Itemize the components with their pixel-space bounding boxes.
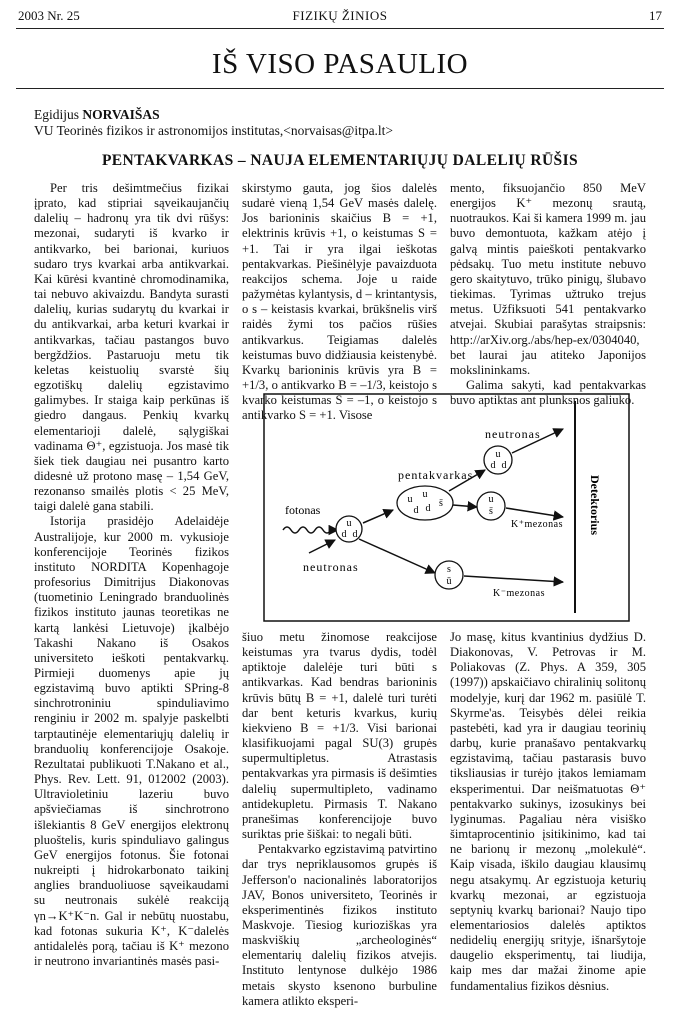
author-last-name: NORVAIŠAS: [82, 107, 160, 122]
to-kplus-arrow: [453, 505, 477, 507]
kplus-arrow: [506, 508, 563, 517]
to-pentaquark-arrow: [363, 510, 393, 523]
column-2-top: [242, 181, 437, 423]
quark-label: u: [488, 494, 494, 505]
paragraph: skirstymo gauta, jog šios dalelės sudarė vieną 1,54 GeV masės dalelę. Jos barioninis skaičius B = +1, elektrinis krūvis +1, o keistumas S = +1. Tai ir yra ilgai ieškotas pentakvarkas. Piešinėlyje pavaizduota reakcijos schema. Joje u raide pažymėtas kylantysis, d – krintantysis, o s – keistasis kvarkai, brūkšnelis virš raidės žymi tos pačios rūšies antikvarkus. Teigiamas dalelės keistumas buvo didžiausia keistenybė. Kvarkų barioninis krūvis yra B = +1/3, o antikvarko B = –1/3, keistojo s kvarko keistumas S = –1, o keistojo s antikvarko S = +1. Visose: [242, 181, 437, 423]
quark-label: s: [447, 564, 451, 575]
neutron-in-arrow: [309, 540, 335, 553]
column-3-top: [450, 181, 646, 408]
kminus-arrow: [464, 576, 563, 582]
header-rule: [16, 28, 664, 29]
label-photon: fotonas: [285, 503, 321, 517]
header-page-number: 17: [649, 8, 662, 23]
quark-label: d: [501, 460, 507, 471]
label-pentaquark: pentakvarkas: [398, 468, 474, 482]
quark-label: u: [346, 518, 352, 529]
author-affiliation: VU Teorinės fizikos ir astronomijos institutas,<norvaisas@itpa.lt>: [34, 123, 394, 138]
paragraph: Pentakvarko egzistavimą patvirtino dar trys nepriklausomos grupės iš Jefferson'o nacionalinės laboratorijos JAV, Bonos universiteto, Teorinės ir eksperimentinės fizikos instituto Maskvoje. Tiesiog kurioziškas yra maskviškių „archeologinės“ elementarių dalelių fizikos atvejis. Instituto lentynose dulkėjo 1986 metais skysto ksenono burbuline kamera atlikto eksperi-: [242, 842, 437, 1008]
quark-label: s̄: [489, 506, 493, 517]
quark-label: s̄: [439, 498, 443, 509]
quark-label: d: [341, 529, 347, 540]
paragraph: Galima sakyti, kad pentakvarkas buvo aptiktas ant plunksnos galiuko.: [450, 378, 646, 408]
photon-wave: [283, 527, 331, 533]
quark-label: u: [422, 489, 428, 500]
paragraph: šiuo metu žinomose reakcijose keistumas yra tvarus dydis, todėl aptiktoje dalelėje turi būti s antikvarkas. Kad bendras barioninis krūvis būtų B = +1, dalelė turi turėti dar bent keturis kvarkus, kurių kiekvieno B = +1/3. Visi barionai klasifikuojami pagal SU(3) grupės supermultipletus. Atrastasis pentakvarkas yra pirmasis iš dešimties dalelių supermultipleto, vadinamo antidekupletu. Pirmasis T. Nakano pranešimas konferencijoje buvo suriktas prie šiškai: to negali būti.: [242, 630, 437, 842]
paragraph: mento, fiksuojančio 850 MeV energijos K⁺ mezonų srautą, nuotraukos. Kai ši kamera 1999 m. jau buvo demontuota, kažkam atėjo į galvą mintis paieškoti pentakvarko pėdsakų. Tuo metu institute nebuvo gero skaitytuvo, trūko pinigų, šlubavo tiekimas. Tyrimas užtruko trejus metus. Užfiksuoti 541 pentakvarko atvejai. Skubiai parašytas straipsnis: http://arXiv.org./abs/hep-ex/0304040, bet laurai jau atiteko Japonijos mokslininkams.: [450, 181, 646, 377]
article-title: PENTAKVARKAS – NAUJA ELEMENTARIŲJŲ DALELIŲ RŪŠIS: [101, 152, 579, 169]
column-2-bottom: [242, 630, 437, 1008]
header-journal-name: FIZIKŲ ŽINIOS: [292, 8, 388, 23]
column-3-bottom: [450, 630, 646, 993]
label-kplus: K⁺mezonas: [511, 519, 563, 530]
quark-label: u: [495, 449, 501, 460]
paragraph: Istorija prasidėjo Adelaidėje Australijoje, kur 2000 m. vykusioje konferencijoje Teorinės fizikos instituto NORDITA Kopenhagoje profesorius Dimitrijus Diakonovas (tuometinio Leningrado branduolinės fizikos instituto jaunas teoretikas ne kartą lankėsi Lietuvoje) įkalbėjo Takashi Nakano iš Osakos universiteto ieškoti pentakvarkų. Pirmieji duomenys apie jų egzistavimą buvo aptikti SPring-8 sinchrotroniniu spinduliavimo renginiu ir 2002 m. spalyje paskelbti tarptautinėje elementariųjų dalelių ir branduolių konferencijoje Osakoje. Rezultatai publikuoti T.Nakano et al., Phys. Rev. Lett. 91, 012002 (2003). Ultravioletiniu lazeriu buvo apšviečiamas iš sinchrotrono išlekiantis 8 GeV energijos elektronų pluoštelis, kuris spinduliavo galingus GeV energijos fotonus. Šie fotonai nukreipti į hidrokarbonato taikinį anglies branduoliuose sąveikaudami su neutronais sukėlė reakciją γn→K⁺K⁻n. Gal ir nebūtų nuostabu, kad fotonas sukuria K⁺, K⁻dalelės antidalelės porą, tačiau iš K⁺ mezono ir neutrono invariantinės masės pasi-: [34, 514, 229, 968]
reaction-diagram-svg: [263, 393, 630, 622]
label-neutron-out: neutronas: [485, 427, 541, 441]
quark-label: d: [413, 505, 419, 516]
to-kminus-arrow: [359, 539, 435, 573]
header-issue: 2003 Nr. 25: [18, 8, 80, 23]
quark-label: d: [352, 529, 358, 540]
quark-label: ū: [446, 576, 452, 587]
reaction-diagram: [263, 393, 630, 622]
label-neutron-in: neutronas: [303, 560, 359, 574]
paragraph: Jo masę, kitus kvantinius dydžius D. Diakonovas, V. Petrovas ir M. Poliakovas (Z. Phys. A 359, 305 (1997)) apskaičiavo chiralinių solitonų modelyje, kurį dar 1962 m. pasiūlė T. Skyrme'as. Teisybės dėlei reikia pastebėti, kad yra ir daugiau teorinių darbų, kurie pranašavo pentakvarkų egzistavimą, tačiau pastarasis buvo tiksliausias ir turėjo įtakos lemiamam eksperimentui. Dar neišmatuotas Θ⁺ pentakvarko sukinys, izosukinys bei lyginumas. Pagaliau nėra visiško šimtaprocentinio įsitikinimo, kad tai ne barionų ir mezonų „molekulė“. Kaip visada, iškilo daugiau klausimų negu atsakymų. Ar egzistuoja keturių kvarkų mezonai, ar egzistuoja septynių kvarkų barionai? Naujo tipo elementariosios dalelės aptiktos nedidelių energijų srityje, išnaršytoje daugelio eksperimentų, tai liudija, kaip mes dar mažai žinome apie fundamentalius fizikos dėsnius.: [450, 630, 646, 993]
label-kminus: K⁻mezonas: [493, 588, 545, 599]
quark-label: d: [490, 460, 496, 471]
section-rule: [16, 88, 664, 89]
column-1: [34, 181, 229, 968]
paragraph: Per tris dešimtmečius fizikai įprato, kad stipriai sąveikaujančių dalelių – hadronų yra tik dvi rūšys: mezonai, sudaryti iš kvarko ir antikvarko, bei barionai, kuriuos sudaro trys kvarkai arba antikvarkai. Kai kūrėsi kvantinė chromodinamika, tai nebuvo akivaizdu. Bandyta surasti dalelių, kurias sudarytų du kvarkai ir du antikvarkai, arba keturi kvarkai ir antikvarkas, tačiau pastangos buvo bergždžios. Pastaruoju metu tik keletas keistuolių svarstė šių egzotiškų dalelių egzistavimo galimybes. Ir staiga kaip perkūnas iš giedro dangaus. Penkių kvarkų elementarioji dalelė, sąlygiškai vadinama Θ⁺, egzistuoja. Jos masė tik šiek tiek daugiau nei pusantro karto didesnė už protono masę – 1,54 GeV, rezonanso smailės plotis < 25 MeV, taigi dalelė gana stabili.: [34, 181, 229, 514]
author-first-name: Egidijus: [34, 107, 80, 122]
quark-label: d: [425, 503, 431, 514]
section-title: IŠ VISO PASAULIO: [211, 48, 469, 80]
author-block: [34, 107, 393, 139]
quark-label: u: [407, 494, 413, 505]
label-detector: Detektorius: [588, 475, 602, 535]
